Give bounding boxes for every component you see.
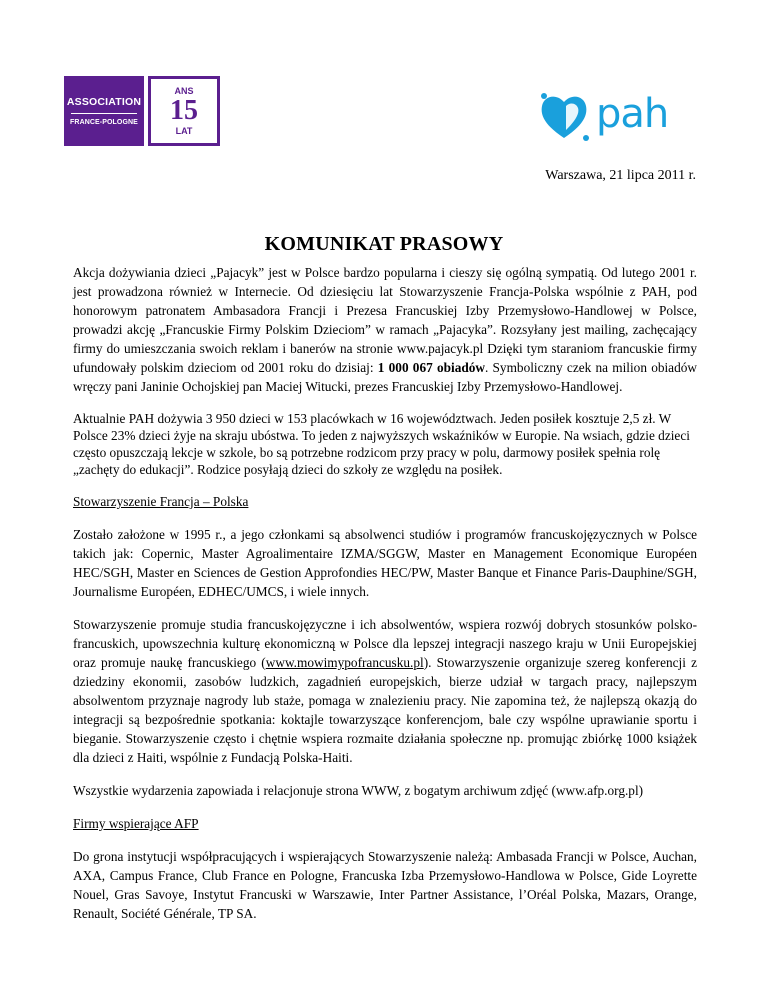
paragraph-pah-stats: Aktualnie PAH dożywia 3 950 dzieci w 153 placówkach w 16 województwach. Jeden posiłek kosztuje 2,5 zł. W Polsce 23% dzieci żyje na skraju ubóstwa. To jeden z najwyższych wskaźników w Europie. Na wsiach, gdzie dzieci często opuszczają lekcje w szkole, bo są potrzebne rodzicom przy pracy w polu, darmowy posiłek spełnia rolę „zachęty do edukacji”. Rodzice posyłają dzieci do szkoły ze względu na posiłek. [73, 411, 690, 477]
section-heading-firms: Firmy wspierające AFP [73, 816, 199, 831]
afp-logo-line1: ASSOCIATION [66, 96, 142, 108]
paragraph-afp-founded: Zostało założone w 1995 r., a jego członkami są absolwenci studiów i programów francuskojęzycznych w Polsce takich jak: Copernic, Master Agroalimentaire IZMA/SGGW, Master en Management Economique Européen HEC/SGH, Master en Sciences de Gestion Approfondies HEC/PW, Master Banque et Finance Paris-Dauphine/SGH, Journalisme Européen, EDHEC/UMCS, i wiele innych. [73, 527, 697, 599]
pah-heart-icon [536, 88, 592, 144]
anniversary-top: ANS [174, 86, 194, 96]
afp-logo-line2: FRANCE-POLOGNE [70, 119, 138, 126]
paragraph-website: Wszystkie wydarzenia zapowiada i relacjonuje strona WWW, z bogatym archiwum zdjęć (www.afp.org.pl) [73, 783, 644, 798]
meals-count: 1 000 067 obiadów [377, 360, 485, 375]
mowimypofrancusku-link[interactable]: www.mowimypofrancusku.pl [265, 655, 424, 670]
association-france-pologne-logo [64, 76, 220, 146]
section-heading-afp: Stowarzyszenie Francja – Polska [73, 494, 249, 509]
paragraph-text: Stowarzyszenie promuje studia francuskojęzyczne i ich absolwentów, wspiera rozwój dobrych stosunków polsko-francuskich, upowszechnia kulturę ekonomiczną w Polsce dla lepszej integracji naszego kraju w Unii Europejskiej oraz promuje naukę francuskiego ( [73, 617, 697, 670]
paragraph-pajacyk [73, 263, 697, 396]
page-title: KOMUNIKAT PRASOWY [264, 233, 504, 255]
paragraph-afp-mission [73, 615, 697, 767]
afp-logo-box [64, 76, 144, 146]
afp-logo-divider [71, 113, 137, 114]
paragraph-text: ). Stowarzyszenie organizuje szereg konferencji z dziedziny ekonomii, zasobów ludzkich, zagadnień europejskich, bierze udział w targach pracy, najlepszym absolwentom przyznaje nagrody lub staże, pomaga w znalezieniu pracy. Nie zapomina też, że najlepszą okazją do integracji są bezpośrednie spotkania: koktajle towarzyszące konferencjom, bale czy wspólne uprawianie sportu i bieganie. Stowarzyszenie często i chętnie wspiera rozmaite działania społeczne np. promując zbiórkę 1000 książek dla dzieci z Haiti, wspólnie z Fundacją Polska-Haiti. [73, 655, 698, 765]
pah-logo [536, 88, 716, 144]
paragraph-text: . Symboliczny czek na milion obiadów wręczy pani Janinie Ochojskiej pan Maciej Witucki, prezes Francuskiej Izby Przemysłowo-Handlowej. [73, 360, 697, 394]
anniversary-bottom: LAT [175, 126, 193, 136]
anniversary-badge [148, 76, 220, 146]
paragraph-text: Akcja dożywiania dzieci „Pajacyk” jest w Polsce bardzo popularna i cieszy się ogólną sympatią. Od lutego 2001 r. jest prowadzona również w Internecie. Od dziesięciu lat Stowarzyszenie Francja-Polska wspólnie z PAH, pod honorowym patronatem Ambasadora Francji i Prezesa Francuskiej Izby Przemysłowo-Handlowej w Polsce, prowadzi akcję „Francuskie Firmy Polskim Dzieciom” w ramach „Pajacyka”. Rozsyłany jest mailing, zachęcający firmy do umieszczania swoich reklam i banerów na stronie www.pajacyk.pl Dzięki tym staraniom francuskie firmy ufundowały polskim dzieciom od 2001 roku do dzisiaj: [73, 265, 697, 375]
anniversary-number: 15 [170, 95, 198, 126]
document-date: Warszawa, 21 lipca 2011 r. [545, 168, 696, 183]
paragraph-firms: Do grona instytucji współpracujących i wspierających Stowarzyszenie należą: Ambasada Francji w Polsce, Auchan, AXA, Campus France, Club France en Pologne, Francuska Izba Przemysłowo-Handlowa w Polsce, Gide Loyrette Nouel, Gras Savoye, Instytut Francuski w Warszawie, Inter Partner Assistance, l’Oréal Polska, Mazars, Orange, Renault, Société Générale, TP SA. [73, 849, 697, 921]
document-body [73, 263, 697, 937]
pah-wordmark: pah [596, 91, 669, 137]
